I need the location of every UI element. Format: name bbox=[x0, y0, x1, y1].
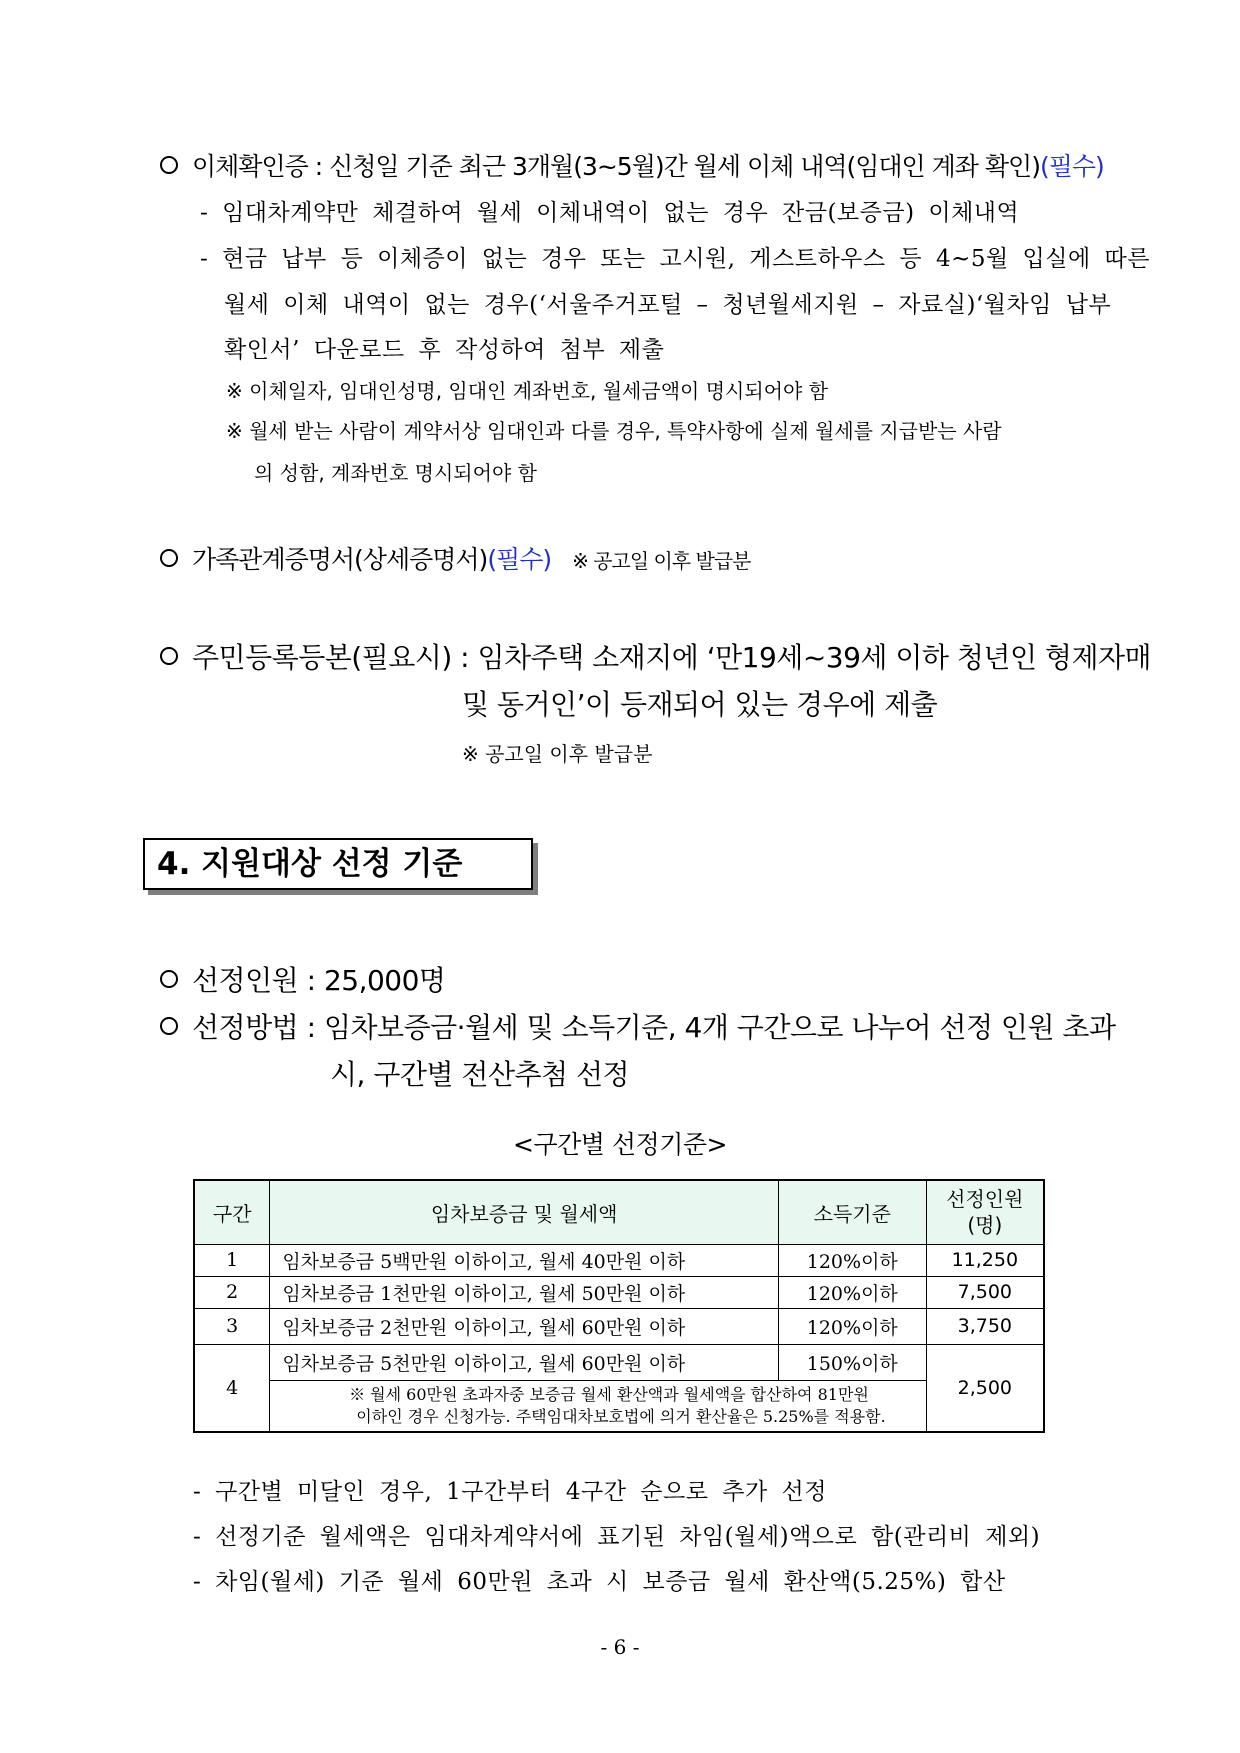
family-heading bbox=[160, 540, 750, 576]
footnote-2: - 선정기준 월세액은 임대차계약서에 표기된 차임(월세)액으로 함(관리비 제외) bbox=[193, 1524, 1041, 1550]
resident-text-b: 및 동거인’이 등재되어 있는 경우에 제출 bbox=[462, 688, 938, 721]
header-section: 구간 bbox=[194, 1180, 270, 1244]
selection-count: 선정인원 : 25,000명 bbox=[160, 959, 445, 999]
table-row: 3 임차보증금 2천만원 이하이고, 월세 60만원 이하 120%이하 3,750 bbox=[194, 1308, 1044, 1344]
resident-text-a: 임차주택 소재지에 ‘만19세~39세 이하 청년인 형제자매 bbox=[477, 641, 1152, 674]
resident-heading: 주민등록등본(필요시) : 임차주택 소재지에 ‘만19세~39세 이하 청년인 형제자매 bbox=[160, 636, 1151, 676]
transfer-line-2c: 확인서’ 다운로드 후 작성하여 첨부 제출 bbox=[224, 337, 665, 363]
section-title: 4. 지원대상 선정 기준 bbox=[143, 838, 533, 890]
required-mark: (필수) bbox=[487, 545, 552, 574]
circle-bullet-icon bbox=[160, 1017, 178, 1035]
selection-count-value: 25,000명 bbox=[323, 964, 446, 997]
selection-method-text-b: 시, 구간별 전산추첨 선정 bbox=[330, 1058, 630, 1091]
header-deposit-rent: 임차보증금 및 월세액 bbox=[270, 1180, 779, 1244]
transfer-line-2b: 월세 이체 내역이 없는 경우(‘서울주거포털 – 청년월세지원 – 자료실)‘월차임 납부 bbox=[224, 292, 1112, 318]
required-mark: (필수) bbox=[1039, 152, 1104, 181]
transfer-text: 신청일 기준 최근 3개월(3~5월)간 월세 이체 내역(임대인 계좌 확인) bbox=[329, 152, 1040, 181]
circle-bullet-icon bbox=[160, 549, 178, 567]
family-label: 가족관계증명서(상세증명서) bbox=[192, 545, 488, 574]
page-number: - 6 - bbox=[600, 1635, 640, 1659]
transfer-line-2a: - 현금 납부 등 이체증이 없는 경우 또는 고시원, 게스트하우스 등 4~5월 입실에 따른 bbox=[200, 246, 1150, 272]
transfer-heading: 이체확인증 : 신청일 기준 최근 3개월(3~5월)간 월세 이체 내역(임대인 계좌 확인)(필수) bbox=[160, 147, 1104, 183]
selection-method: 선정방법 : 임차보증금·월세 및 소득기준, 4개 구간으로 나누어 선정 인원 초과 bbox=[160, 1006, 1116, 1046]
transfer-note-2a: ※ 월세 받는 사람이 계약서상 임대인과 다를 경우, 특약사항에 실제 월세를 지급받는 사람 bbox=[226, 419, 1002, 443]
table-row: 1 임차보증금 5백만원 이하이고, 월세 40만원 이하 120%이하 11,250 bbox=[194, 1244, 1044, 1276]
circle-bullet-icon bbox=[160, 970, 178, 988]
transfer-note-1: ※ 이체일자, 임대인성명, 임대인 계좌번호, 월세금액이 명시되어야 함 bbox=[226, 379, 828, 403]
resident-note: ※ 공고일 이후 발급분 bbox=[462, 742, 653, 766]
selection-criteria-table bbox=[193, 1179, 1045, 1433]
table-header-row bbox=[194, 1180, 1044, 1244]
circle-bullet-icon bbox=[160, 647, 178, 665]
table-row-note bbox=[194, 1380, 1044, 1432]
footnote-3: - 차임(월세) 기준 월세 60만원 초과 시 보증금 월세 환산액(5.25%) 합산 bbox=[193, 1569, 1006, 1595]
header-count: 선정인원 (명) bbox=[926, 1180, 1044, 1244]
transfer-label: 이체확인증 bbox=[192, 152, 308, 181]
footnote-1: - 구간별 미달인 경우, 1구간부터 4구간 순으로 추가 선정 bbox=[193, 1479, 827, 1505]
table-caption: <구간별 선정기준> bbox=[513, 1130, 727, 1159]
selection-method-text-a: 임차보증금·월세 및 소득기준, 4개 구간으로 나누어 선정 인원 초과 bbox=[323, 1011, 1116, 1044]
family-note: ※ 공고일 이후 발급분 bbox=[572, 549, 751, 573]
transfer-line-1: - 임대차계약만 체결하여 월세 이체내역이 없는 경우 잔금(보증금) 이체내역 bbox=[200, 200, 1020, 226]
circle-bullet-icon bbox=[160, 156, 178, 174]
resident-label: 주민등록등본(필요시) bbox=[192, 641, 452, 674]
table-row: 2 임차보증금 1천만원 이하이고, 월세 50만원 이하 120%이하 7,500 bbox=[194, 1276, 1044, 1308]
transfer-note-2b: 의 성함, 계좌번호 명시되어야 함 bbox=[254, 461, 537, 485]
row4-note: ※ 월세 60만원 초과자중 보증금 월세 환산액과 월세액을 합산하여 81만원 이하인 경우 신청가능. 주택임대차보호법에 의거 환산율은 5.25%를 적용함. bbox=[270, 1380, 926, 1432]
table-row: 4 임차보증금 5천만원 이하이고, 월세 60만원 이하 150%이하 2,500 bbox=[194, 1344, 1044, 1380]
header-income: 소득기준 bbox=[778, 1180, 926, 1244]
